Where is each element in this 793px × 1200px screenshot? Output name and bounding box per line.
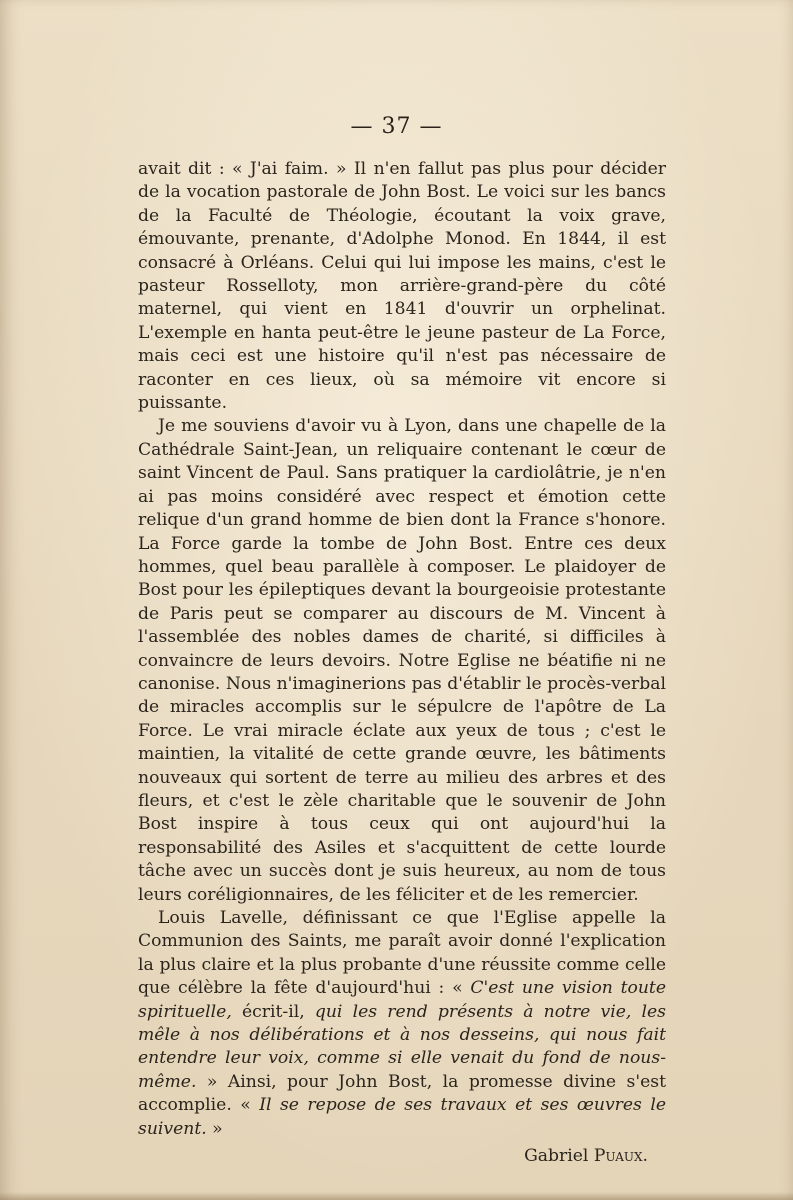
paragraph-2: Je me souviens d'avoir vu à Lyon, dans une chapelle de la Cathédrale Saint-Jean, un reliquaire contenant le cœur de saint Vincent de Paul. Sans pratiquer la cardiolâtrie, je n'en ai pas moins considéré avec respect et émotion cette relique d'un grand homme de bien dont la France s'honore. La Force garde la tombe de John Bost. Entre ces deux hommes, quel beau parallèle à composer. Le plaidoyer de Bost pour les épileptiques devant la bourgeoisie protestante de Paris peut se comparer au discours de M. Vincent à l'assemblée des nobles dames de charité, si difficiles à convaincre de leurs devoirs. Notre Eglise ne béatifie ni ne canonise. Nous n'imaginerions pas d'établir le procès-verbal de miracles accomplis sur le sépulcre de l'apôtre de La Force. Le vrai miracle éclate aux yeux de tous ; c'est le maintien, la vitalité de cette grande œuvre, les bâtiments nouveaux qui sortent de terre au milieu des arbres et des fleurs, et c'est le zèle charitable que le souvenir de John Bost inspire à tous ceux qui ont aujourd'hui la responsabilité des Asiles et s'acquittent de cette lourde tâche avec un succès dont je suis heureux, au nom de tous leurs coréligionnaires, de les féliciter et de les remercier. [138, 416, 666, 905]
quote-presence: qui les rend présents à notre vie, les mêle à nos délibérations et à nos desseins, qui nous fait entendre leur voix, comme si elle venait du fond de nous-même. [138, 1001, 667, 1092]
body-text [138, 158, 666, 1168]
paragraph-3-part-g: » [206, 1118, 223, 1139]
paragraph-1: avait dit : « J'ai faim. » Il n'en fallut pas plus pour décider de la vocation pastorale de John Bost. Le voici sur les bancs de la Faculté de Théologie, écoutant la voix grave, émouvante, prenante, d'Adolphe Monod. En 1844, il est consacré à Orléans. Celui qui lui impose les mains, c'est le pasteur Rosselloty, mon arrière-grand-père du côté maternel, qui vient en 1841 d'ouvrir un orphelinat. L'exemple en hanta peut-être le jeune pasteur de La Force, mais ceci est une histoire qu'il n'est pas nécessaire de raconter en ces lieux, où sa mémoire vit encore si puissante. [138, 159, 666, 414]
page-number: — 37 — [350, 114, 443, 139]
signature-first-name: Gabriel [524, 1146, 594, 1167]
paragraph-3 [138, 907, 666, 1141]
quote-scripture: Il se repose de ses travaux et ses œuvres le suivent. [138, 1095, 667, 1139]
paragraph-3-part-a: Louis Lavelle, définissant ce que l'Eglise appelle la Communion des Saints, me paraît avoir donné l'explication la plus claire et la plus probante d'une réussite comme celle que célèbre la fête d'aujourd'hui : « [138, 908, 666, 999]
page-bottom-edge [0, 1192, 793, 1200]
signature-last-name: Puaux. [593, 1146, 648, 1167]
quote-vision: C'est une vision toute spirituelle, [138, 978, 667, 1022]
signature [138, 1145, 648, 1168]
paragraph-3-part-c: écrit-il, [231, 1001, 315, 1022]
paragraph-3-part-e: » Ainsi, pour John Bost, la promesse divine s'est accomplie. « [138, 1071, 666, 1116]
